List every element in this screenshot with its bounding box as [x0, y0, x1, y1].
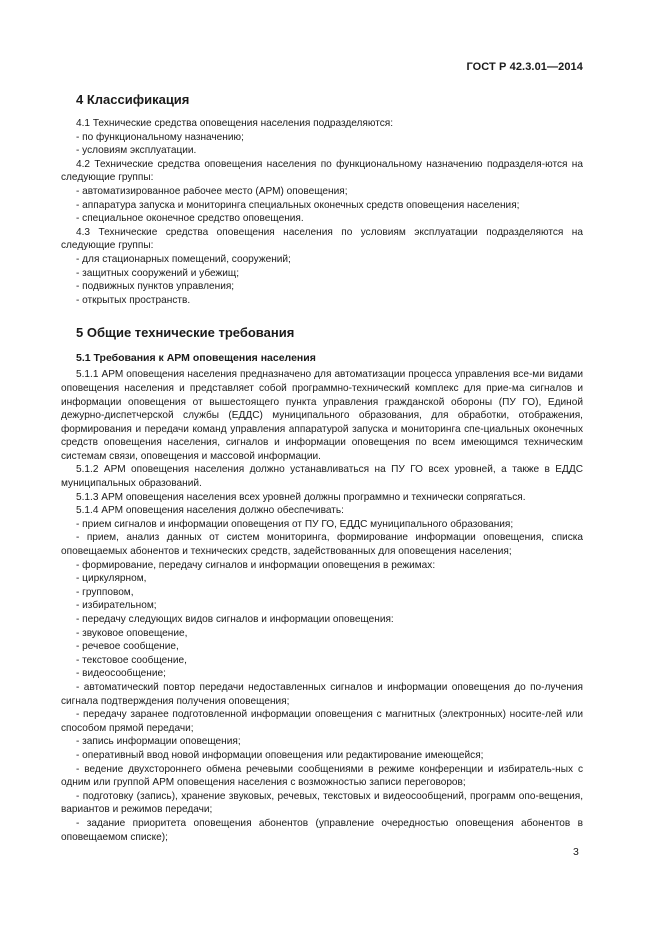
list-item: - формирование, передачу сигналов и информации оповещения в режимах:	[76, 559, 436, 571]
paragraph-4-1: 4.1 Технические средства оповещения населения подразделяются:	[76, 118, 394, 129]
list-item: - прием сигналов и информации оповещения от ПУ ГО, ЕДДС муниципального образования;	[76, 518, 514, 530]
section-4-title: 4 Классификация	[76, 92, 190, 107]
page-number: 3	[573, 846, 579, 858]
list-item: - специальное оконечное средство оповещения.	[76, 213, 304, 225]
paragraph-5-1-4: 5.1.4 АРМ оповещения населения должно обеспечивать:	[76, 505, 344, 517]
list-item: - видеосообщение;	[76, 668, 166, 680]
paragraph-5-1-1: 5.1.1 АРМ оповещения населения предназначено для автоматизации процесса управления все-ми видами оповещения населения и представляет собой программно-технический комплекс для прие-ма сигналов и информации оповещения от вышестоящего пункта управления гражданской обороны (ПУ ГО), Единой дежурно-диспетчерской службы (ЕДДС) муниципального образования, для обработки, отображения, формирования и передачи команд управления аппаратурой запуска и мониторинга спе-циальных оконечных средств оповещения населения, сигналов и информации оповещения по всем имеющимся техническим системам связи, оповещения и массовой информации.	[61, 369, 583, 462]
list-item: - по функциональному назначению;	[76, 131, 244, 143]
list-item: - ведение двухстороннего обмена речевыми сообщениями в режиме конференции и избиратель-ных с одним или группой АРМ оповещения населения с возможностью записи переговоров;	[61, 763, 583, 789]
paragraph-4-2: 4.2 Технические средства оповещения населения по функциональному назначению подразделя-ются на следующие группы:	[61, 158, 583, 184]
list-item: - открытых пространств.	[76, 294, 191, 306]
list-item: - речевое сообщение,	[76, 641, 179, 653]
list-item: - прием, анализ данных от систем мониторинга, формирование информации оповещения, списка оповещаемых абонентов и технических средств, задействованных для оповещения населения;	[61, 532, 583, 558]
list-item: - избирательном;	[76, 600, 157, 612]
list-item: - циркулярном,	[76, 573, 147, 585]
list-item: - аппаратура запуска и мониторинга специальных оконечных средств оповещения населения;	[76, 199, 520, 211]
list-item: - звуковое оповещение,	[76, 627, 188, 639]
list-item: - защитных сооружений и убежищ;	[76, 267, 239, 279]
list-item: - передачу заранее подготовленной информации оповещения с магнитных (электронных) носите-лей или способом прямой передачи;	[61, 709, 583, 734]
section-5-title: 5 Общие технические требования	[76, 325, 295, 341]
list-item: - запись информации оповещения;	[76, 736, 241, 748]
paragraph-5-1-2: 5.1.2 АРМ оповещения населения должно устанавливаться на ПУ ГО всех уровней, а также в ЕДДС муниципальных образований.	[61, 464, 583, 490]
list-item: - автоматический повтор передачи недоставленных сигналов и информации оповещения до по-лучения сигнала подтверждения получения оповещения;	[61, 681, 583, 707]
list-item: - задание приоритета оповещения абонентов (управление очередностью оповещения абонентов в оповещаемом списке);	[61, 817, 583, 843]
list-item: - автоматизированное рабочее место (АРМ) оповещения;	[76, 185, 348, 197]
list-item: - групповом,	[76, 586, 134, 598]
document-header: ГОСТ Р 42.3.01—2014	[466, 61, 583, 73]
subsection-5-1-title: 5.1 Требования к АРМ оповещения населения	[76, 352, 316, 365]
list-item: - текстовое сообщение,	[76, 654, 187, 666]
list-item: - подготовку (запись), хранение звуковых, речевых, текстовых и видеосообщений, программ опо-вещения, вариантов и режимов передачи;	[61, 790, 583, 816]
paragraph-5-1-3: 5.1.3 АРМ оповещения населения всех уровней должны программно и технически сопрягаться.	[76, 491, 526, 503]
list-item: - для стационарных помещений, сооружений;	[76, 253, 291, 265]
list-item: - подвижных пунктов управления;	[76, 281, 235, 293]
list-item: - передачу следующих видов сигналов и информации оповещения:	[76, 614, 394, 625]
list-item: - оперативный ввод новой информации оповещения или редактирование имеющейся;	[76, 749, 484, 761]
page-content	[61, 92, 583, 844]
list-item: - условиям эксплуатации.	[76, 145, 197, 157]
paragraph-4-3: 4.3 Технические средства оповещения населения по условиям эксплуатации подразделяются на следующие группы:	[61, 226, 583, 252]
